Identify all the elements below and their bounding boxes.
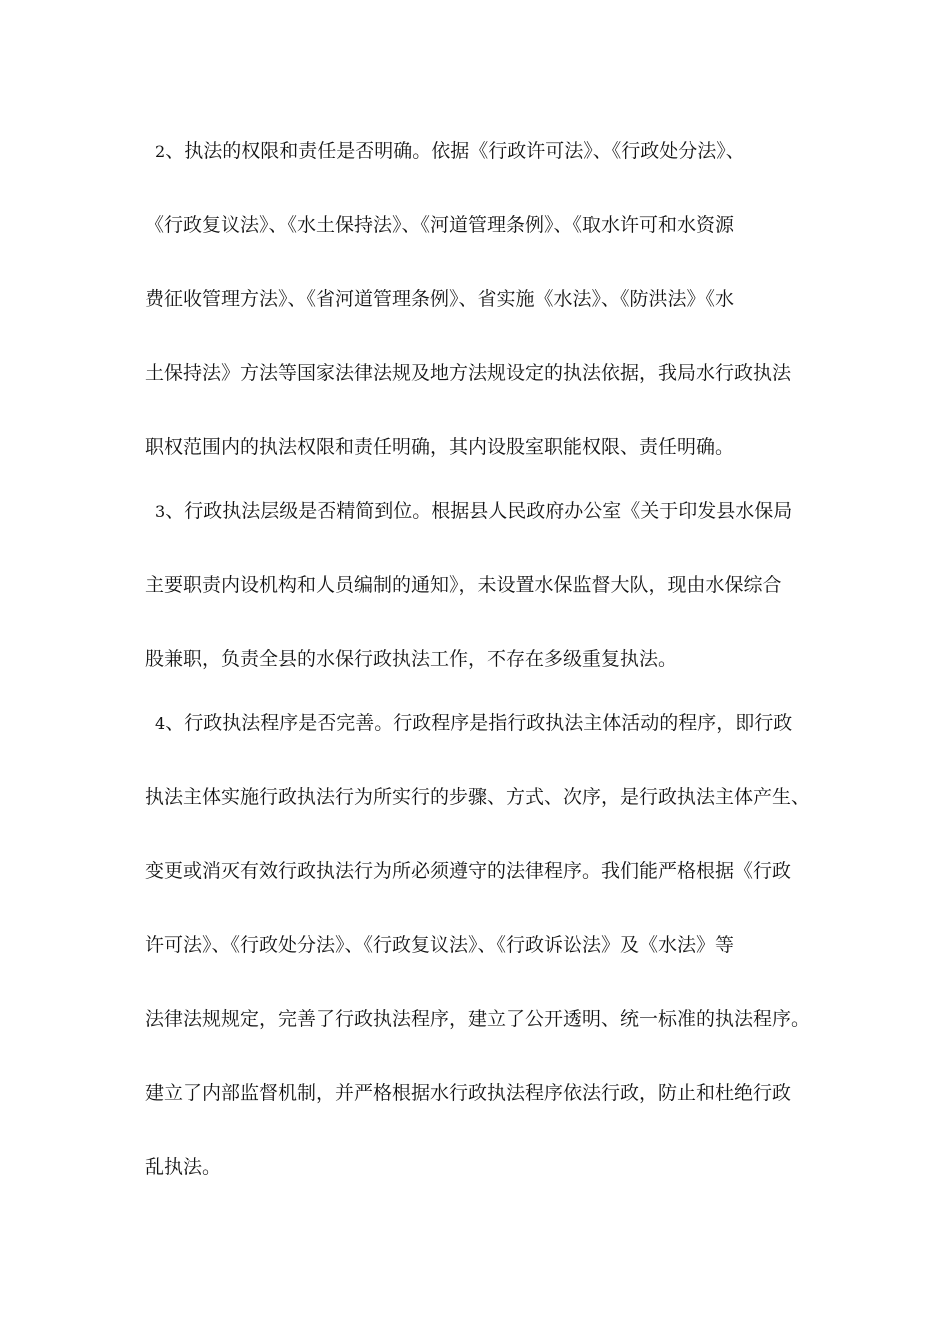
paragraph-2-line-3: 费征收管理方法》、《省河道管理条例》、省实施《水法》、《防洪法》《水: [145, 288, 735, 310]
paragraph-2-line-1: 2、执法的权限和责任是否明确。依据《行政许可法》、《行政处分法》、: [155, 140, 745, 162]
paragraph-3-line-1: 3、行政执法层级是否精简到位。根据县人民政府办公室《关于印发县水保局: [155, 500, 793, 522]
paragraph-4-line-1: 4、行政执法程序是否完善。行政程序是指行政执法主体活动的程序，即行政: [155, 712, 793, 734]
paragraph-4-line-6: 建立了内部监督机制，并严格根据水行政执法程序依法行政，防止和杜绝行政: [145, 1082, 792, 1104]
paragraph-2-number: 2: [155, 142, 166, 161]
paragraph-2-line-2: 《行政复议法》、《水土保持法》、《河道管理条例》、《取水许可和水资源: [145, 214, 735, 236]
paragraph-4-number: 4: [155, 714, 166, 733]
paragraph-4-line-5: 法律法规规定，完善了行政执法程序，建立了公开透明、统一标准的执法程序。: [145, 1008, 811, 1030]
paragraph-3-number: 3: [155, 502, 166, 521]
paragraph-2-line-5: 职权范围内的执法权限和责任明确，其内设股室职能权限、责任明确。: [145, 436, 735, 458]
paragraph-4-line-3: 变更或消灭有效行政执法行为所必须遵守的法律程序。我们能严格根据《行政: [145, 860, 792, 882]
paragraph-4-line-4: 许可法》、《行政处分法》、《行政复议法》、《行政诉讼法》及《水法》等: [145, 934, 735, 956]
paragraph-2-line-4: 土保持法》方法等国家法律法规及地方法规设定的执法依据，我局水行政执法: [145, 362, 792, 384]
paragraph-3-line-2: 主要职责内设机构和人员编制的通知》，未设置水保监督大队，现由水保综合: [145, 574, 782, 596]
paragraph-4-line-2: 执法主体实施行政执法行为所实行的步骤、方式、次序，是行政执法主体产生、: [145, 786, 811, 808]
paragraph-3-line-3: 股兼职，负责全县的水保行政执法工作，不存在多级重复执法。: [145, 648, 678, 670]
paragraph-4-line-7: 乱执法。: [145, 1156, 222, 1178]
